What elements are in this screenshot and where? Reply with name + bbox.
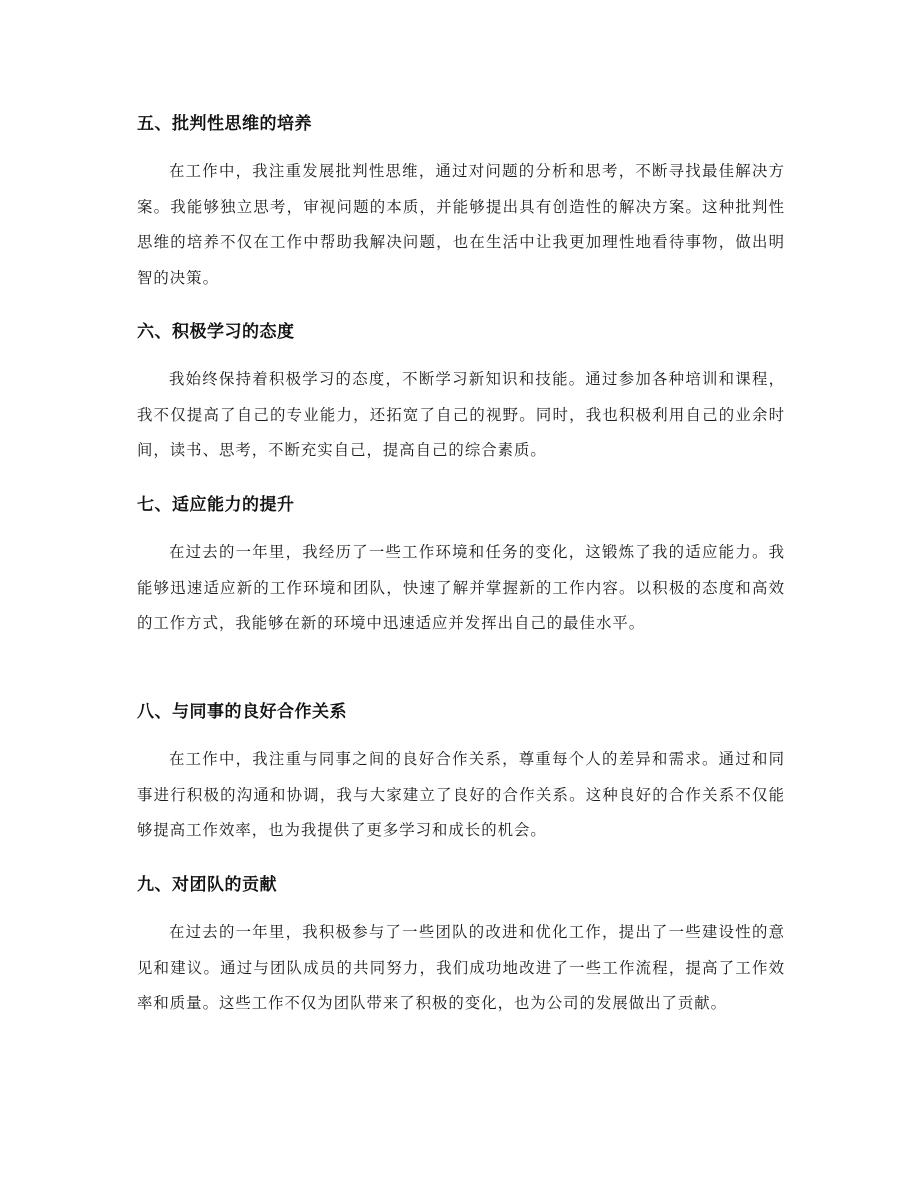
section-paragraph-6: 我始终保持着积极学习的态度，不断学习新知识和技能。通过参加各种培训和课程，我不仅提高了自己的专业能力，还拓宽了自己的视野。同时，我也积极利用自己的业余时间，读书、思考，不断充实自己，提高自己的综合素质。 xyxy=(137,370,785,459)
section-paragraph-8: 在工作中，我注重与同事之间的良好合作关系，尊重每个人的差异和需求。通过和同事进行积极的沟通和协调，我与大家建立了良好的合作关系。这种良好的合作关系不仅能够提高工作效率，也为我提供了更多学习和成长的机会。 xyxy=(137,750,785,839)
section-paragraph-5: 在工作中，我注重发展批判性思维，通过对问题的分析和思考，不断寻找最佳解决方案。我能够独立思考，审视问题的本质，并能够提出具有创造性的解决方案。这种批判性思维的培养不仅在工作中帮助我解决问题，也在生活中让我更加理性地看待事物，做出明智的决策。 xyxy=(137,162,785,287)
section-heading-8: 八、与同事的良好合作关系 xyxy=(137,702,347,722)
section-paragraph-9: 在过去的一年里，我积极参与了一些团队的改进和优化工作，提出了一些建设性的意见和建议。通过与团队成员的共同努力，我们成功地改进了一些工作流程，提高了工作效率和质量。这些工作不仅为团队带来了积极的变化，也为公司的发展做出了贡献。 xyxy=(137,923,785,1012)
section-heading-9: 九、对团队的贡献 xyxy=(137,875,277,895)
section-heading-5: 五、批判性思维的培养 xyxy=(137,114,312,134)
section-paragraph-7: 在过去的一年里，我经历了一些工作环境和任务的变化，这锻炼了我的适应能力。我能够迅速适应新的工作环境和团队，快速了解并掌握新的工作内容。以积极的态度和高效的工作方式，我能够在新的环境中迅速适应并发挥出自己的最佳水平。 xyxy=(137,543,785,632)
section-heading-7: 七、适应能力的提升 xyxy=(137,495,295,515)
section-heading-6: 六、积极学习的态度 xyxy=(137,322,295,342)
